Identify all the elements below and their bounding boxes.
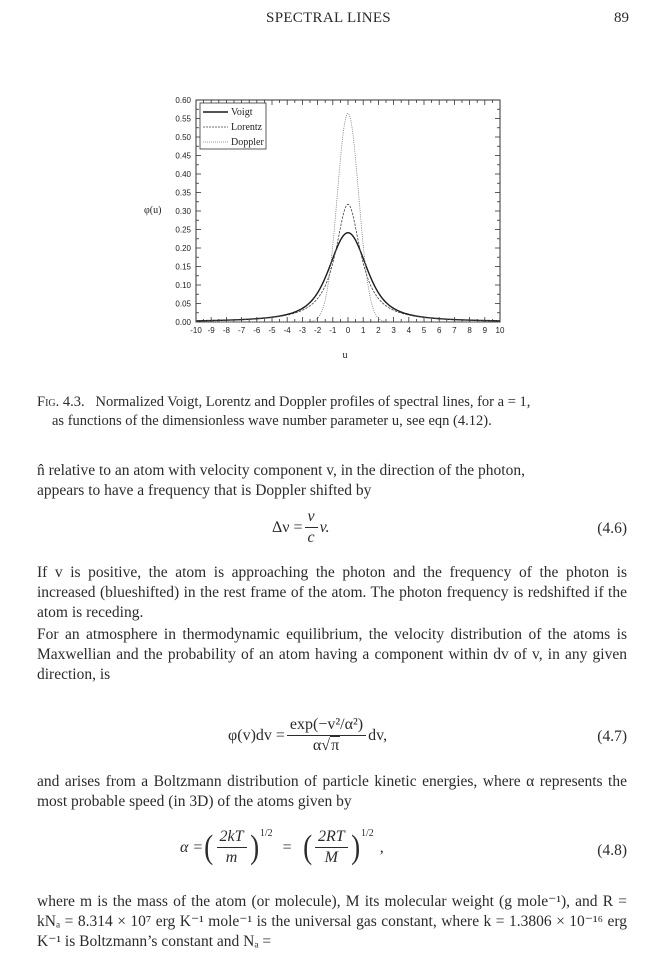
paragraph-3: For an atmosphere in thermodynamic equilibrium, the velocity distribution of the atoms is Maxwellian and the probability of an atom having a component within dv of v, in any given direction, is bbox=[37, 626, 627, 683]
eq46-num: ν bbox=[305, 508, 318, 528]
x-tick-label: -10 bbox=[190, 326, 202, 335]
x-tick-label: 2 bbox=[376, 326, 381, 335]
eq46-number: (4.6) bbox=[597, 520, 627, 537]
x-tick-label: -8 bbox=[222, 326, 230, 335]
paragraph-1-line-2: appears to have a frequency that is Doppler shifted by bbox=[37, 482, 372, 499]
legend-label-lorentz: Lorentz bbox=[231, 122, 263, 133]
eq48-exp-2: 1/2 bbox=[361, 828, 374, 839]
y-tick-label: 0.10 bbox=[175, 281, 191, 290]
eq47-den-pi: π bbox=[331, 737, 340, 754]
x-tick-label: 7 bbox=[452, 326, 457, 335]
page-number: 89 bbox=[614, 10, 629, 26]
x-tick-label: 10 bbox=[495, 326, 505, 335]
x-tick-label: -3 bbox=[298, 326, 306, 335]
equation-4-6 bbox=[0, 508, 657, 552]
figure-caption bbox=[37, 393, 627, 431]
x-tick-label: -9 bbox=[207, 326, 215, 335]
equation-4-8 bbox=[0, 828, 657, 878]
figure-chart bbox=[0, 80, 657, 380]
eq48-den2: M bbox=[324, 849, 338, 866]
paragraph-2: If v is positive, the atom is approaching the photon and the frequency of the photon is increased (blueshifted) in the rest frame of the atom. The photon frequency is redshifted if the atom is receding. bbox=[37, 564, 627, 621]
x-tick-label: 4 bbox=[406, 326, 412, 335]
eq48-equals: = bbox=[282, 838, 292, 856]
x-tick-label: 6 bbox=[436, 326, 442, 335]
eq46-den: c bbox=[307, 529, 315, 546]
eq48-lhs: α = bbox=[180, 838, 204, 856]
y-tick-label: 0.60 bbox=[175, 96, 191, 105]
y-tick-label: 0.50 bbox=[175, 133, 191, 142]
eq47-num: exp(−v²/α²) bbox=[287, 716, 366, 736]
paragraph-4: and arises from a Boltzmann distribution of particle kinetic energies, where α represents the most probable speed (in 3D) of the atoms given by bbox=[37, 773, 627, 810]
x-tick-label: 1 bbox=[360, 326, 366, 335]
eq48-paren-close-2: ) bbox=[350, 828, 360, 866]
eq48-number: (4.8) bbox=[597, 842, 627, 859]
series-line-lorentz bbox=[196, 204, 500, 321]
y-tick-label: 0.05 bbox=[175, 299, 191, 309]
eq47-den bbox=[310, 736, 343, 755]
x-tick-label: -6 bbox=[253, 326, 261, 335]
legend-label-voigt: Voigt bbox=[231, 107, 253, 118]
y-axis-title: φ(u) bbox=[144, 205, 162, 216]
x-tick-label: 8 bbox=[467, 326, 472, 335]
x-tick-label: -1 bbox=[329, 326, 337, 335]
eq48-paren-open-2: ( bbox=[302, 828, 312, 866]
x-tick-label: -7 bbox=[238, 326, 246, 335]
eq47-lhs: φ(v)dv = bbox=[228, 726, 285, 744]
series-line-voigt bbox=[196, 233, 500, 321]
x-tick-label: 3 bbox=[391, 326, 396, 335]
y-tick-label: 0.55 bbox=[175, 114, 191, 124]
legend-label-doppler: Doppler bbox=[231, 137, 264, 148]
paragraph-1-line-1: n̂ relative to an atom with velocity component v, in the direction of the photon, bbox=[37, 462, 525, 479]
x-tick-label: -5 bbox=[268, 326, 276, 335]
running-head: SPECTRAL LINES bbox=[266, 10, 391, 26]
y-tick-label: 0.15 bbox=[175, 262, 191, 272]
x-tick-label: 9 bbox=[482, 326, 488, 335]
eq46-lhs: Δν = bbox=[272, 518, 303, 536]
eq48-fraction-2 bbox=[315, 828, 348, 867]
eq48-num2: 2RT bbox=[315, 828, 348, 848]
y-tick-label: 0.35 bbox=[175, 188, 191, 198]
y-tick-label: 0.00 bbox=[175, 318, 191, 327]
eq47-den-prefix: α√ bbox=[312, 737, 331, 754]
eq47-number: (4.7) bbox=[597, 728, 627, 745]
paragraph-5: where m is the mass of the atom (or molecule), M its molecular weight (g mole⁻¹), and R = kNₐ = 8.314 × 10⁷ erg K⁻¹ mole⁻¹ is the universal gas constant, where k = 1.3806 × 10⁻¹⁶ erg K⁻¹ is Boltzmann’s constant and Nₐ = bbox=[37, 893, 627, 950]
y-tick-label: 0.25 bbox=[175, 225, 191, 235]
eq47-rhs: dv, bbox=[368, 726, 388, 744]
y-tick-label: 0.40 bbox=[175, 170, 191, 179]
y-tick-label: 0.20 bbox=[175, 244, 191, 253]
caption-label: Fig. 4.3. bbox=[37, 394, 85, 410]
caption-line-1: Normalized Voigt, Lorentz and Doppler profiles of spectral lines, for a = 1, bbox=[95, 394, 531, 410]
x-axis-title: u bbox=[342, 350, 348, 361]
y-tick-label: 0.30 bbox=[175, 207, 191, 216]
eq48-comma: , bbox=[379, 838, 384, 856]
caption-line-2: as functions of the dimensionless wave number parameter u, see eqn (4.12). bbox=[52, 413, 492, 429]
eq46-rhs: v. bbox=[319, 518, 330, 536]
eq48-paren-close-1: ) bbox=[249, 828, 259, 866]
eq48-fraction-1 bbox=[217, 828, 247, 867]
equation-4-7 bbox=[0, 716, 657, 760]
eq47-fraction bbox=[287, 716, 366, 755]
y-tick-label: 0.45 bbox=[175, 151, 191, 161]
x-tick-label: -4 bbox=[283, 326, 291, 335]
eq48-exp-1: 1/2 bbox=[259, 828, 273, 839]
x-tick-label: 5 bbox=[421, 326, 427, 335]
x-tick-label: -2 bbox=[314, 326, 322, 335]
eq48-den1: m bbox=[225, 849, 238, 866]
eq48-num1: 2kT bbox=[217, 828, 247, 848]
eq48-paren-open-1: ( bbox=[204, 828, 214, 866]
x-tick-label: 0 bbox=[345, 326, 351, 335]
paragraph-1 bbox=[37, 461, 627, 501]
eq46-fraction bbox=[305, 508, 318, 547]
legend bbox=[200, 103, 266, 149]
